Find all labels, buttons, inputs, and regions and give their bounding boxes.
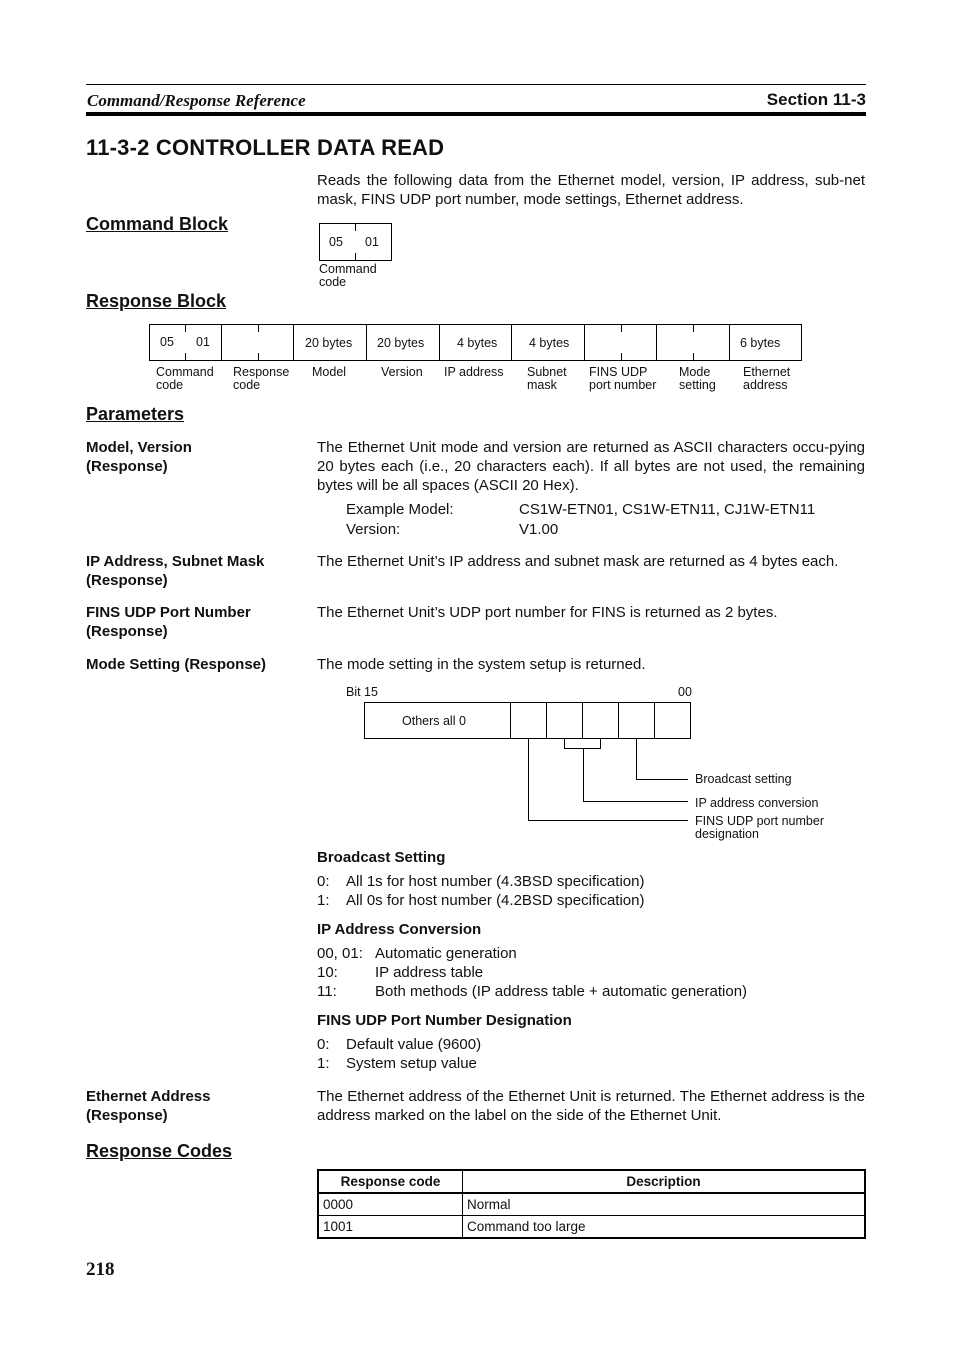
model-bytes: 20 bytes (305, 336, 353, 350)
response-code-box (221, 324, 294, 361)
broadcast-item-0-key: 0: (317, 873, 330, 890)
response-label-ethernet: Ethernet address (743, 365, 791, 392)
fins-connector-v (528, 738, 529, 821)
response-block-frame (149, 324, 802, 361)
broadcast-item-1-value: All 0s for host number (4.2BSD specification) (346, 892, 645, 909)
command-code-label: Command code (319, 262, 377, 289)
fins-designation-label: FINS UDP port number designation (695, 814, 824, 841)
model-box (293, 324, 367, 361)
broadcast-connector-h (636, 779, 688, 780)
broadcast-setting-label: Broadcast setting (695, 772, 792, 786)
page-title: 11-3-2 CONTROLLER DATA READ (86, 135, 445, 160)
table-row (318, 1193, 865, 1216)
version-bytes: 20 bytes (377, 336, 425, 350)
fins-udp-text: The Ethernet Unit’s UDP port number for FINS is returned as 2 bytes. (317, 604, 778, 621)
ipconv-item-2-key: 11: (317, 983, 337, 1000)
ipconv-item-0-value: Automatic generation (375, 945, 517, 962)
response-label-model: Model (312, 365, 347, 379)
model-version-title: Model, Version (Response) (86, 439, 192, 475)
broadcast-item-1-key: 1: (317, 892, 330, 909)
response-block-heading: Response Block (86, 291, 227, 311)
others-all-zero-box (364, 702, 511, 739)
response-label-response-code: Response code (233, 365, 290, 392)
finsdesig-item-0-key: 0: (317, 1036, 330, 1053)
example-model-label: Example Model: (346, 501, 454, 518)
intro-paragraph: Reads the following data from the Ethernet model, version, IP address, sub-net mask, FINS UDP port number, mode settings, Ethernet address. (317, 172, 865, 208)
ip-address-conversion-label: IP address conversion (695, 796, 819, 810)
ip-conversion-heading: IP Address Conversion (317, 921, 482, 938)
bit-box-4 (546, 702, 583, 739)
ethernet-address-box (729, 324, 802, 361)
ipconv-bracket-right (600, 738, 601, 748)
subnet-mask-bytes: 4 bytes (529, 336, 570, 350)
model-version-text: The Ethernet Unit mode and version are returned as ASCII characters occu-pying 20 bytes each (i.e., 20 characters each). If all bytes are not used, the remaining bytes will be all spaces (ASCII 20 Hex). (317, 439, 865, 494)
response-label-fins-udp: FINS UDP port number (589, 365, 657, 392)
header-section-number: Section 11-3 (766, 90, 866, 109)
header-chapter-title: Command/Response Reference (87, 91, 306, 110)
ip-address-bytes: 4 bytes (457, 336, 498, 350)
response-cell-src: 01 (196, 335, 210, 349)
response-label-command-code: Command code (156, 365, 214, 392)
finsdesig-item-0-value: Default value (9600) (346, 1036, 482, 1053)
ipconv-item-0-key: 00, 01: (317, 945, 363, 962)
response-label-version: Version (381, 365, 423, 379)
bit-box-3 (582, 702, 619, 739)
response-label-ip-address: IP address (444, 365, 504, 379)
ip-address-box (439, 324, 512, 361)
command-block-frame (319, 223, 392, 261)
bit-00-label: 00 (678, 685, 692, 699)
command-code-mrc: 05 (329, 235, 343, 249)
ethernet-address-bytes: 6 bytes (740, 336, 781, 350)
response-code-cell: 0000 (318, 1193, 463, 1216)
ethernet-address-text: The Ethernet address of the Ethernet Unit is returned. The Ethernet address is the address marked on the label on the side of the Ethernet Unit. (317, 1088, 865, 1124)
bit-box-5 (510, 702, 547, 739)
response-command-code-box (149, 324, 222, 361)
fins-udp-port-box (584, 324, 657, 361)
header-rule-thick (86, 112, 866, 116)
table-header-row (318, 1170, 865, 1193)
table-row (318, 1216, 865, 1239)
description-cell: Normal (463, 1193, 866, 1216)
fins-connector-h (528, 820, 688, 821)
parameters-heading: Parameters (86, 404, 185, 424)
others-all-zero-text: Others all 0 (402, 714, 466, 728)
ethernet-address-title: Ethernet Address (Response) (86, 1088, 211, 1124)
example-model-value: CS1W-ETN01, CS1W-ETN11, CJ1W-ETN11 (519, 501, 816, 518)
response-codes-table (317, 1169, 866, 1239)
broadcast-connector-v (636, 738, 637, 780)
ipconv-item-2-value: Both methods (IP address table + automatic generation) (375, 983, 748, 1000)
broadcast-setting-heading: Broadcast Setting (317, 849, 446, 866)
bit-15-label: Bit 15 (346, 685, 378, 699)
response-codes-heading: Response Codes (86, 1141, 233, 1161)
response-cell-mrc: 05 (160, 335, 174, 349)
bit-box-1 (654, 702, 691, 739)
finsdesig-item-1-value: System setup value (346, 1055, 477, 1072)
broadcast-item-0-value: All 1s for host number (4.3BSD specification) (346, 873, 645, 890)
ipconv-item-1-value: IP address table (375, 964, 484, 981)
response-code-cell: 1001 (318, 1216, 463, 1239)
bit-box-2 (618, 702, 655, 739)
response-label-mode: Mode setting (679, 365, 716, 392)
page-number: 218 (86, 1259, 115, 1280)
ipconv-connector-v (583, 748, 584, 802)
ipconv-connector-h (583, 801, 688, 802)
command-block-heading: Command Block (86, 214, 229, 234)
response-label-subnet-mask: Subnet mask (527, 365, 567, 392)
ip-subnet-title: IP Address, Subnet Mask (Response) (86, 553, 265, 589)
finsdesig-item-1-key: 1: (317, 1055, 330, 1072)
version-box (366, 324, 440, 361)
mode-setting-title: Mode Setting (Response) (86, 656, 267, 673)
ipconv-item-1-key: 10: (317, 964, 338, 981)
ip-subnet-text: The Ethernet Unit’s IP address and subnet mask are returned as 4 bytes each. (317, 553, 839, 570)
version-label: Version: (346, 521, 401, 538)
mode-setting-box (656, 324, 730, 361)
fins-udp-title: FINS UDP Port Number (Response) (86, 604, 251, 640)
header-rule-top (86, 84, 866, 85)
fins-designation-heading: FINS UDP Port Number Designation (317, 1012, 572, 1029)
command-code-src: 01 (365, 235, 379, 249)
version-value: V1.00 (519, 521, 559, 538)
column-header-response-code: Response code (318, 1170, 463, 1193)
description-cell: Command too large (463, 1216, 866, 1239)
ipconv-bracket-left (564, 738, 565, 748)
mode-setting-text: The mode setting in the system setup is returned. (317, 656, 646, 673)
subnet-mask-box (511, 324, 585, 361)
column-header-description: Description (463, 1170, 866, 1193)
